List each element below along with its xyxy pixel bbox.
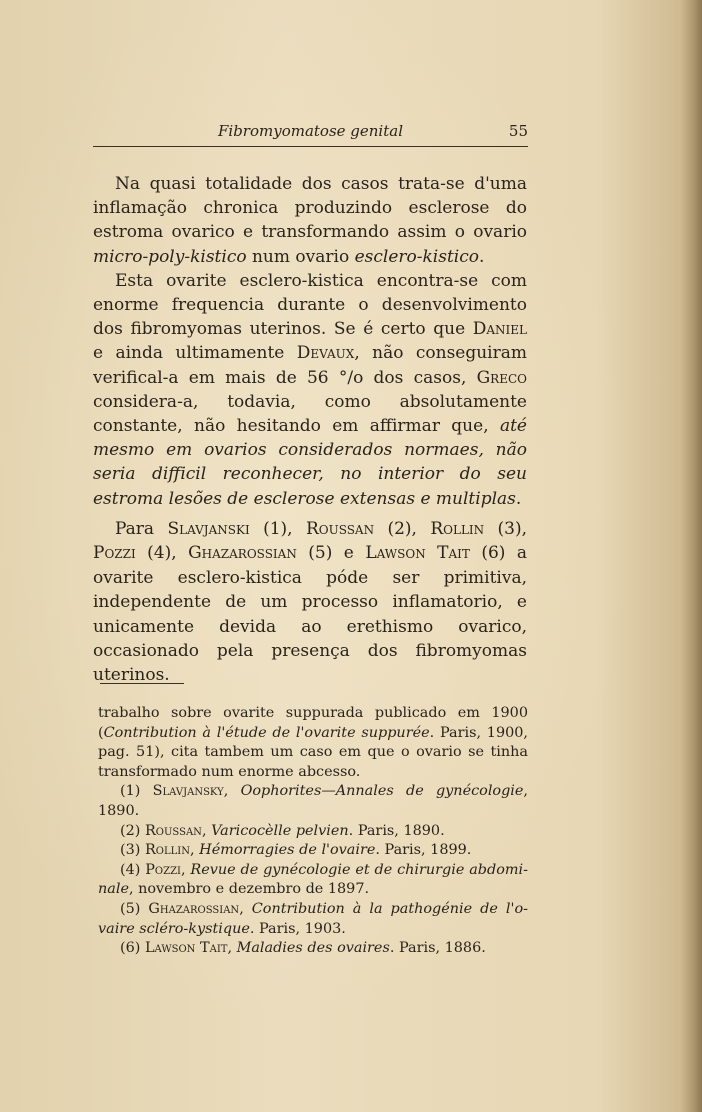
footnote-number: (3) — [120, 842, 145, 859]
text-run: (6) a ovarite esclero-kistica póde ser primitiva, independente de um processo inflamatorio, e unicamente devida ao erethismo ovarico, occasionado pela presença dos fibromyomas uterinos. — [93, 543, 528, 686]
italic-run: micro-poly-kistico — [93, 246, 247, 267]
page-gutter-shadow — [680, 0, 702, 1112]
text-run: e ainda ultimamente — [93, 343, 297, 364]
footnote-number: (2) — [120, 822, 145, 839]
footnote-rest: , 1890. — [98, 783, 528, 819]
text-run: (2), — [374, 519, 431, 539]
text-run: (1), — [249, 519, 306, 539]
author-name: Pozzi — [93, 543, 136, 564]
footnote-rest: . Paris, 1899. — [375, 842, 472, 859]
text-run: considera-a, todavia, como absolutamente constante, não hesitando em affirmar que, — [93, 391, 527, 437]
footnote-title: Maladies des ovaires — [236, 940, 390, 957]
footnote-number: (1) — [120, 783, 153, 800]
author-name: Devaux — [296, 343, 355, 364]
text-run: , não conseguiram verifical-a em mais de 56 °/o dos casos, — [93, 343, 527, 388]
paragraph-2 — [93, 269, 527, 511]
italic-run: Contribution à l'étude de l'ovarite suppurée — [103, 724, 430, 741]
footnote-number: (6) — [120, 940, 145, 957]
footnote-3 — [98, 841, 528, 861]
footnote-1 — [98, 782, 528, 821]
text-run: . Paris, 1900, pag. 51), cita tambem um caso em que o ovario se tinha transformado num enorme abcesso. — [98, 724, 528, 780]
footnote-author: Ghazarossian — [148, 900, 240, 917]
text-run: (5) e — [296, 543, 366, 564]
text-run: , — [189, 842, 200, 859]
author-name: Ghazarossian — [188, 543, 297, 564]
footnote-author: Pozzi — [145, 861, 181, 878]
footnote-divider — [100, 683, 184, 684]
running-title: Fibromyomatose genital — [217, 122, 403, 140]
footnote-author: Roussan — [144, 822, 202, 839]
footnote-number: (5) — [120, 900, 149, 917]
author-name: Roussan — [305, 519, 375, 539]
paragraph-3 — [93, 517, 527, 688]
text-run: Na quasi totalidade dos casos trata-se d'uma inflamação chronica produzindo esclerose do estroma ovarico e transformando assim o ovario — [93, 174, 527, 243]
text-run: , — [201, 822, 212, 839]
footnote-4 — [98, 861, 528, 900]
footnote-continuation — [98, 704, 528, 782]
author-name: Lawson Tait — [365, 543, 470, 564]
text-run: , — [180, 861, 191, 878]
footnote-title: Varicocèlle pelvien — [211, 822, 349, 839]
footnote-title: Oophorites—Annales de gynécologie — [240, 783, 524, 800]
text-run: . — [515, 488, 522, 509]
italic-run: até mesmo em ovarios considerados normaes, não seria difficil reconhecer, no interior do seu estroma lesões de esclerose extensas e multiplas — [93, 416, 527, 509]
text-run: trabalho sobre ovarite suppurada publicado em 1900 ( — [98, 705, 528, 741]
text-run: (3), — [484, 519, 528, 539]
footnote-title: Hémorragies de l'ovaire — [199, 842, 376, 859]
footnote-rest: . Paris, 1886. — [389, 940, 486, 957]
footnotes — [98, 704, 528, 959]
text-run: Esta ovarite esclero-kistica encontra-se com enorme frequencia durante o desenvolvimento dos fibromyomas uterinos. Se é certo que — [93, 270, 527, 340]
footnote-author: Rollin — [144, 842, 190, 859]
footnote-rest: , novembro e dezembro de 1897. — [128, 881, 370, 898]
paragraph-1 — [93, 172, 527, 269]
footnote-title: Revue de gynécologie et de chirurgie abdominale — [98, 861, 528, 898]
text-run: num ovario — [246, 246, 355, 267]
footnote-author: Lawson Tait — [144, 940, 228, 957]
text-run: Para — [115, 519, 168, 539]
author-name: Greco — [476, 367, 527, 388]
author-name: Slavjanski — [167, 519, 250, 539]
author-name: Daniel — [472, 319, 527, 340]
italic-run: esclero-kistico — [354, 246, 479, 267]
footnote-number: (4) — [120, 861, 146, 878]
main-text — [93, 172, 527, 511]
author-name: Rollin — [430, 519, 485, 539]
page-header — [93, 120, 528, 147]
footnote-rest: . Paris, 1890. — [348, 822, 445, 839]
text-run: , — [227, 940, 237, 957]
footnote-title: Contribution à la pathogénie de l'ovaire scléro-kystique — [98, 900, 528, 937]
footnote-5 — [98, 900, 528, 939]
footnote-rest: . Paris, 1903. — [249, 920, 346, 937]
text-run: , — [223, 783, 241, 800]
text-run: , — [239, 900, 252, 917]
footnote-2 — [98, 822, 528, 842]
text-run: (4), — [135, 543, 189, 564]
main-text-continued — [93, 517, 527, 688]
page-number: 55 — [508, 122, 528, 140]
footnote-6 — [98, 939, 528, 959]
footnote-author: Slavjansky — [152, 783, 224, 800]
text-run: . — [479, 246, 485, 267]
